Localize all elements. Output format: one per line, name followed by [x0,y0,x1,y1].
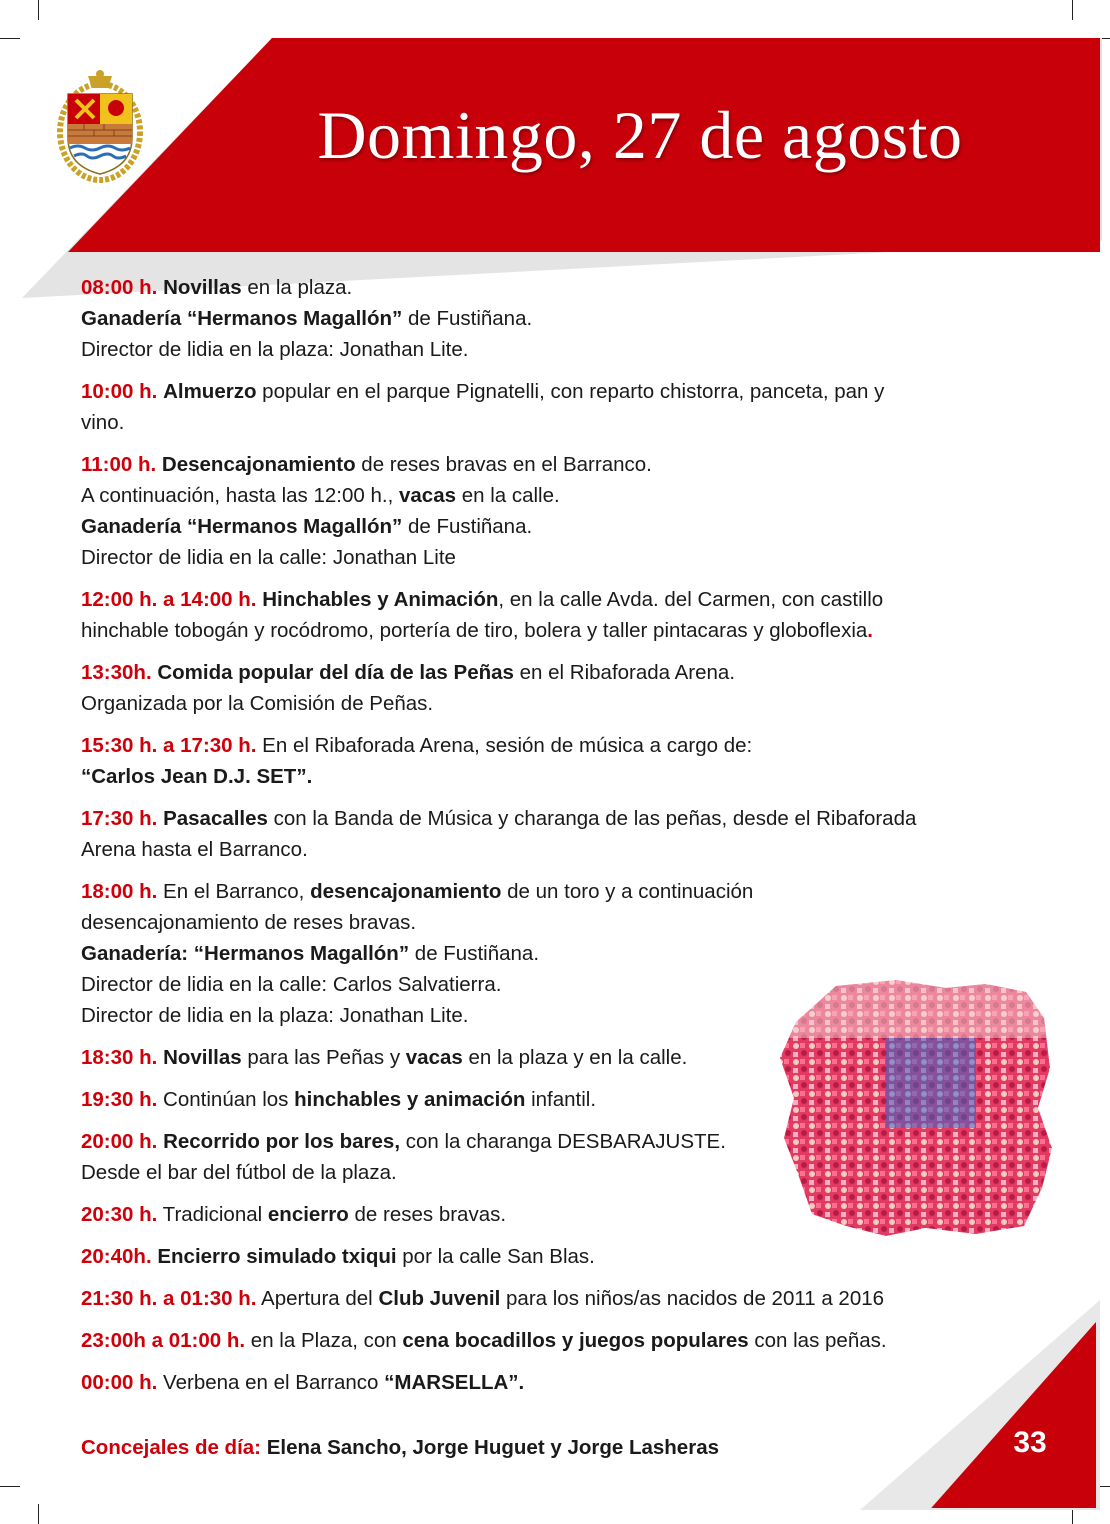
schedule-line [81,803,1061,834]
schedule-entry [81,657,1061,719]
event-text: para las Peñas y [241,1046,406,1069]
event-highlight: Desencajonamiento [161,453,356,476]
event-time: 21:30 h. a 01:30 h. [81,1287,257,1310]
crop-mark [1072,0,1073,20]
event-highlight: vacas [405,1046,463,1069]
event-highlight: cena bocadillos y juegos populares [402,1329,749,1352]
event-time: 10:00 h. [81,380,158,403]
event-time: 11:00 h. [81,453,157,476]
event-text: Tradicional [157,1203,268,1226]
event-time: 12:00 h. a 14:00 h. [81,588,257,611]
schedule-line [81,334,1061,365]
event-highlight: Ganadería “Hermanos Magallón” [81,307,403,330]
schedule-line [81,761,1061,792]
event-text: en la Plaza, con [245,1329,403,1352]
event-time: 20:40h. [81,1245,152,1268]
event-text: en la plaza y en la calle. [462,1046,688,1069]
event-highlight: Pasacalles [163,807,268,830]
event-highlight: Ganadería: “Hermanos Magallón” [81,942,410,965]
event-highlight: desencajonamiento [310,880,502,903]
schedule-line [81,834,1061,865]
schedule-entry [81,376,1061,438]
schedule-entry [81,272,1061,365]
coat-of-arms-icon [54,68,146,184]
event-text: de reses bravas. [348,1203,507,1226]
schedule-line [81,303,1061,334]
event-time: 18:00 h. [81,880,158,903]
event-highlight: Comida popular del día de las Peñas [157,661,514,684]
crowd-photo [776,978,1056,1240]
event-time: . [867,619,873,642]
event-text: A continuación, hasta las 12:00 h., [81,484,399,507]
event-text: Organizada por la Comisión de Peñas. [81,692,434,715]
schedule-line [81,376,1061,407]
schedule-line [81,876,1061,907]
event-text: de reses bravas en el Barranco. [355,453,652,476]
event-text: Desde el bar del fútbol de la plaza. [81,1161,397,1184]
event-text: En el Barranco, [157,880,311,903]
event-time: 18:30 h. [81,1046,158,1069]
schedule-entry [81,730,1061,792]
event-text: popular en el parque Pignatelli, con reparto chistorra, panceta, pan y [256,380,885,403]
event-highlight: Encierro simulado txiqui [157,1245,397,1268]
schedule-line [81,1241,1061,1272]
event-highlight: Club Juvenil [378,1287,501,1310]
schedule-line [81,1325,1061,1356]
event-time: 00:00 h. [81,1371,158,1394]
event-text: , en la calle Avda. del Carmen, con castillo [498,588,884,611]
event-time: 17:30 h. [81,807,158,830]
schedule-entry [81,1325,1061,1356]
event-text: en la plaza. [241,276,353,299]
event-text: para los niños/as nacidos de 2011 a 2016 [500,1287,885,1310]
event-highlight: Novillas [163,1046,242,1069]
event-text: en el Ribaforada Arena. [513,661,736,684]
page-title: Domingo, 27 de agosto [317,97,963,173]
event-text: Verbena en el Barranco [157,1371,385,1394]
event-text: desencajonamiento de reses bravas. [81,911,417,934]
schedule-line [81,1283,1061,1314]
event-text: infantil. [525,1088,597,1111]
crop-mark [38,1504,39,1524]
event-time: 08:00 h. [81,276,158,299]
event-highlight: encierro [267,1203,349,1226]
event-text: Director de lidia en la plaza: Jonathan Lite. [81,1004,469,1027]
event-highlight: Ganadería “Hermanos Magallón” [81,515,403,538]
event-text: hinchable tobogán y rocódromo, portería de tiro, bolera y taller pintacaras y globoflexia [81,619,868,642]
councillors-names: Elena Sancho, Jorge Huguet y Jorge Lasheras [261,1436,719,1459]
schedule-line [81,407,1061,438]
event-highlight: Recorrido por los bares, [163,1130,401,1153]
event-text: Director de lidia en la plaza: Jonathan Lite. [81,338,469,361]
event-highlight: vacas [398,484,456,507]
councillors-label: Concejales de día: [81,1436,262,1459]
event-text: Apertura del [256,1287,379,1310]
page-number: 33 [1013,1426,1047,1459]
event-highlight: hinchables y animación [294,1088,526,1111]
event-text: con las peñas. [748,1329,887,1352]
event-time: 20:30 h. [81,1203,158,1226]
schedule-line [81,511,1061,542]
event-text: de Fustiñana. [402,515,533,538]
schedule-line [81,480,1061,511]
event-text: de Fustiñana. [409,942,540,965]
schedule-line [81,615,1061,646]
event-text: por la calle San Blas. [396,1245,595,1268]
event-text: vino. [81,411,125,434]
event-text: Director de lidia en la calle: Jonathan Lite [81,546,456,569]
event-text: Continúan los [157,1088,295,1111]
schedule-line [81,1367,1061,1398]
schedule-entry [81,1241,1061,1272]
event-text: con la charanga DESBARAJUSTE. [400,1130,726,1153]
schedule-line [81,688,1061,719]
schedule-line [81,449,1061,480]
schedule-line [81,584,1061,615]
event-text: de Fustiñana. [402,307,533,330]
crop-mark [0,38,20,39]
event-text: con la Banda de Música y charanga de las peñas, desde el Ribaforada [267,807,917,830]
event-text: en la calle. [456,484,560,507]
councillors-of-the-day [81,1436,719,1460]
crop-mark [38,0,39,20]
event-time: 13:30h. [81,661,152,684]
event-highlight: Almuerzo [163,380,257,403]
schedule-line [81,272,1061,303]
event-highlight: “MARSELLA”. [384,1371,525,1394]
schedule-line [81,657,1061,688]
event-text: Arena hasta el Barranco. [81,838,308,861]
event-highlight: Novillas [163,276,242,299]
crop-mark [0,1486,20,1487]
schedule-entry [81,803,1061,865]
schedule-line [81,542,1061,573]
event-text: de un toro y a continuación [501,880,754,903]
schedule-entry [81,584,1061,646]
schedule-line [81,907,1061,938]
event-text: En el Ribaforada Arena, sesión de música a cargo de: [256,734,753,757]
schedule-entry [81,1283,1061,1314]
event-text: Director de lidia en la calle: Carlos Salvatierra. [81,973,502,996]
schedule-line [81,730,1061,761]
event-highlight: Hinchables y Animación [262,588,499,611]
schedule-entry [81,449,1061,573]
schedule-line [81,938,1061,969]
event-time: 23:00h a 01:00 h. [81,1329,246,1352]
event-highlight: “Carlos Jean D.J. SET”. [81,765,313,788]
schedule-entry [81,1367,1061,1398]
event-time: 15:30 h. a 17:30 h. [81,734,257,757]
event-time: 19:30 h. [81,1088,158,1111]
event-time: 20:00 h. [81,1130,158,1153]
